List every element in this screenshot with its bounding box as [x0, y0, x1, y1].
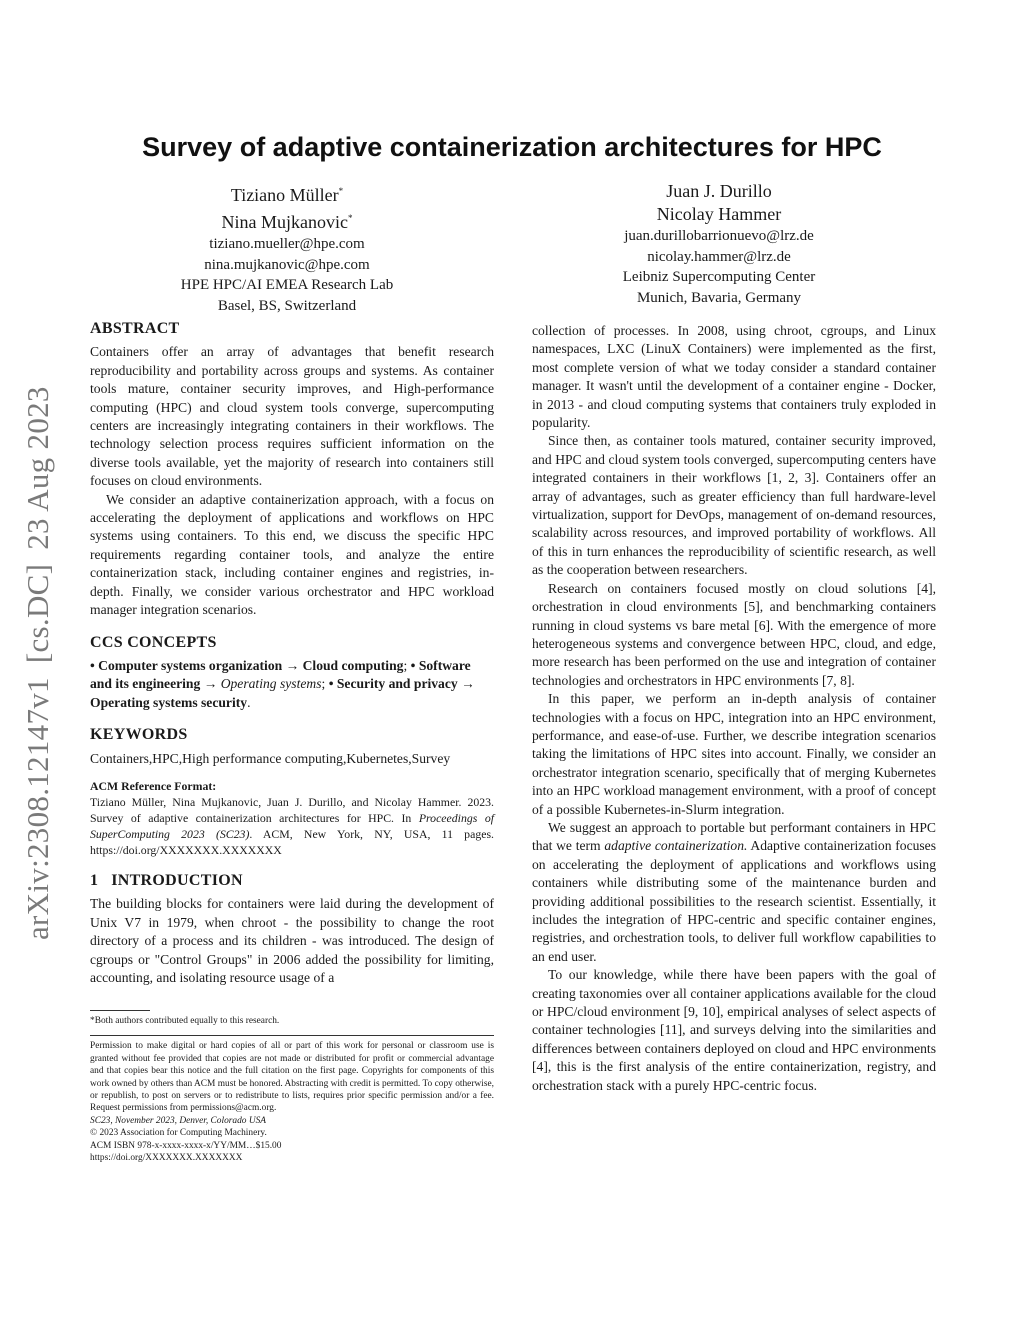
arxiv-date: 23 Aug 2023: [20, 386, 55, 550]
equal-contribution-note: *Both authors contributed equally to this research.: [90, 1016, 280, 1026]
author-name: Nina Mujkanovic: [221, 212, 348, 232]
abstract-paragraph: Containers offer an array of advantages that benefit research reproducibility and portability across groups and systems. As container tools mature, container security improves, and High-performance computing (HPC) and cloud system tools converge, supercomputing centers are increasingly integrating containers in their workflows. The technology selection process requires sufficient information on the diverse tools available, yet the majority of research into containers still focuses on cloud environments.: [90, 344, 494, 489]
author-name: Juan J. Durillo: [666, 181, 772, 201]
author-block-hpe: [122, 180, 452, 316]
ccs-heading: CCS CONCEPTS: [90, 633, 217, 651]
intro-paragraph: We suggest an approach to portable but performant containers in HPC that we term adaptive containerization. Adaptive containerization focuses on accelerating the deployment of applications and workflows using containers while distributing some of the maintenance burden and providing additional possibilities to the research scientist. Essentially, it includes the integration of HPC-centric and specific container engines, registries, and orchestration tools, to deliver full workflow capabilities to an end user.: [532, 819, 937, 964]
introduction-section: [90, 872, 494, 987]
footnote-divider: [90, 1035, 494, 1036]
intro-paragraph: To our knowledge, while there have been papers with the goal of creating taxonomies over all container applications available for the cloud or HPC/cloud environment [9, 10], empirical analyses of select aspects of container technologies [11], and surveys delving into the similarities and differences between containers deployed on cloud and HPC environments [4], this is the first analysis of the entire containerization, registry, and orchestration stack with a purely HPC-centric focus.: [532, 967, 936, 1093]
author-location: Munich, Bavaria, Germany: [636, 289, 802, 306]
acm-reference-label: ACM Reference Format:: [90, 778, 217, 793]
arxiv-sidebar-stamp: [20, 340, 56, 940]
author-block-lrz: [554, 180, 884, 308]
doi-link[interactable]: https://doi.org/XXXXXXX.XXXXXXX: [90, 1153, 243, 1164]
author-affiliation: Leibniz Supercomputing Center: [622, 269, 816, 285]
author-email: juan.durillobarrionuevo@lrz.de: [624, 228, 814, 244]
intro-paragraph: In this paper, we perform an in-depth analysis of container technologies with a focus on HPC, integration into an HPC environment, performance, and ease-of-use. Further, we describe integration scenarios taking the limitations of HPC sites into account. Finally, we consider an orchestrator integration scenario, specifically that of merging Kubernetes into an HPC workload management environment, with a proof of concept of a possible Kubernetes-in-Slurm integration.: [532, 691, 936, 817]
arxiv-id: arXiv:2308.12147v1: [20, 677, 55, 940]
arxiv-category: [cs.DC]: [20, 563, 55, 664]
ccs-concepts: • Computer systems organization → Cloud computing; • Software and its engineering → Operating systems; • Security and privacy → Operating systems security.: [90, 657, 475, 710]
paper-title: Survey of adaptive containerization architectures for HPC: [142, 132, 882, 162]
permission-notice: Permission to make digital or hard copies of all or part of this work for personal or classroom use is granted without fee provided that copies are not made or distributed for profit or commercial advantage and that copies bear this notice and the full citation on the first page. Copyrights for components of this work owned by others than ACM must be honored. Abstracting with credit is permitted. To copy otherwise, or republish, to post on servers or to redistribute to lists, requires prior specific permission and/or a fee. Request permissions from permissions@acm.org.: [90, 1041, 494, 1114]
author-location: Basel, BS, Switzerland: [217, 297, 357, 314]
author-email: nina.mujkanovic@hpe.com: [204, 256, 370, 273]
right-column: [532, 322, 936, 1095]
conference-info: SC23, November 2023, Denver, Colorado USA: [90, 1115, 267, 1126]
intro-paragraph: collection of processes. In 2008, using chroot, cgroups, and Linux namespaces, LXC (LinuX Containers) were implemented as the first, most complete version of what we today consider a standard container manager. It wasn't until the development of a container engine - Docker, in 2013 - and cloud computing systems that containers truly exploded in popularity.: [532, 323, 936, 431]
copyright: © 2023 Association for Computing Machinery.: [90, 1128, 267, 1139]
left-column: [90, 320, 494, 987]
keywords-heading: KEYWORDS: [90, 726, 188, 744]
introduction-heading: 1 INTRODUCTION: [90, 871, 243, 889]
author-name: Tiziano Müller: [230, 185, 339, 205]
abstract-paragraph: We consider an adaptive containerization approach, with a focus on accelerating the deployment of applications and workflows on HPC systems using containers. To this end, we discuss the specific HPC requirements regarding container tools, and analyze the entire containerization stack, including container engines and registries, in-depth. Finally, we consider various orchestrator and HPC workload manager integration scenarios.: [90, 491, 494, 618]
intro-paragraph: The building blocks for containers were laid during the development of Unix V7 in 1979, when chroot - the possibility to change the root directory of a process and its children - was introduced. The design of cgroups or "Control Groups" in 2006 added the possibility for limiting, accounting, and isolating resource usage of a: [90, 896, 494, 985]
intro-paragraph: Since then, as container tools matured, container security improved, and HPC and cloud system tools converged, supercomputing centers have integrated containers in their workflows [1, 2, 3]. Containers offer an array of advantages, such as greater efficiency than full hardware-level virtualization, support for DevOps, management of on-demand resources, scalability across resources, and improved portability of workflows. All of this in turn enhances the reproducibility of scientific research, as well as the cooperation between researchers.: [532, 433, 936, 578]
author-affiliation: HPE HPC/AI EMEA Research Lab: [180, 277, 394, 293]
abstract-heading: ABSTRACT: [90, 320, 180, 337]
intro-paragraph: Research on containers focused mostly on cloud solutions [4], orchestration in cloud environments [5], and benchmarking containers running in cloud systems vs bare metal [6]. With the emergence of more heterogeneous systems and convergence between HPC, cloud, and edge, more research has been performed on the use and integration of container technologies and orchestrators in HPC environments [7, 8].: [532, 580, 936, 688]
ccs-section: [90, 634, 494, 713]
author-name: Nicolay Hammer: [656, 204, 782, 224]
footnote-rule: [90, 1010, 150, 1011]
author-email: tiziano.mueller@hpe.com: [209, 236, 365, 252]
isbn: ACM ISBN 978-x-xxxx-xxxx-x/YY/MM…$15.00: [90, 1140, 282, 1151]
equal-contrib-mark: *: [338, 186, 344, 196]
keywords-section: [90, 726, 494, 768]
footnote-block: [90, 1010, 494, 1164]
acm-reference: ACM Reference Format: Tiziano Müller, Nina Mujkanovic, Juan J. Durillo, and Nicolay Hammer. 2023. Survey of adaptive containerization architectures for HPC. In Proceedings of SuperComputing 2023 (SC23). ACM, New York, NY, USA, 11 pages. https://doi.org/XXXXXXX.XXXXXXX: [90, 778, 495, 857]
equal-contrib-mark: *: [347, 213, 353, 223]
author-email: nicolay.hammer@lrz.de: [647, 248, 791, 265]
keywords-text: Containers,HPC,High performance computing,Kubernetes,Survey: [90, 750, 451, 766]
